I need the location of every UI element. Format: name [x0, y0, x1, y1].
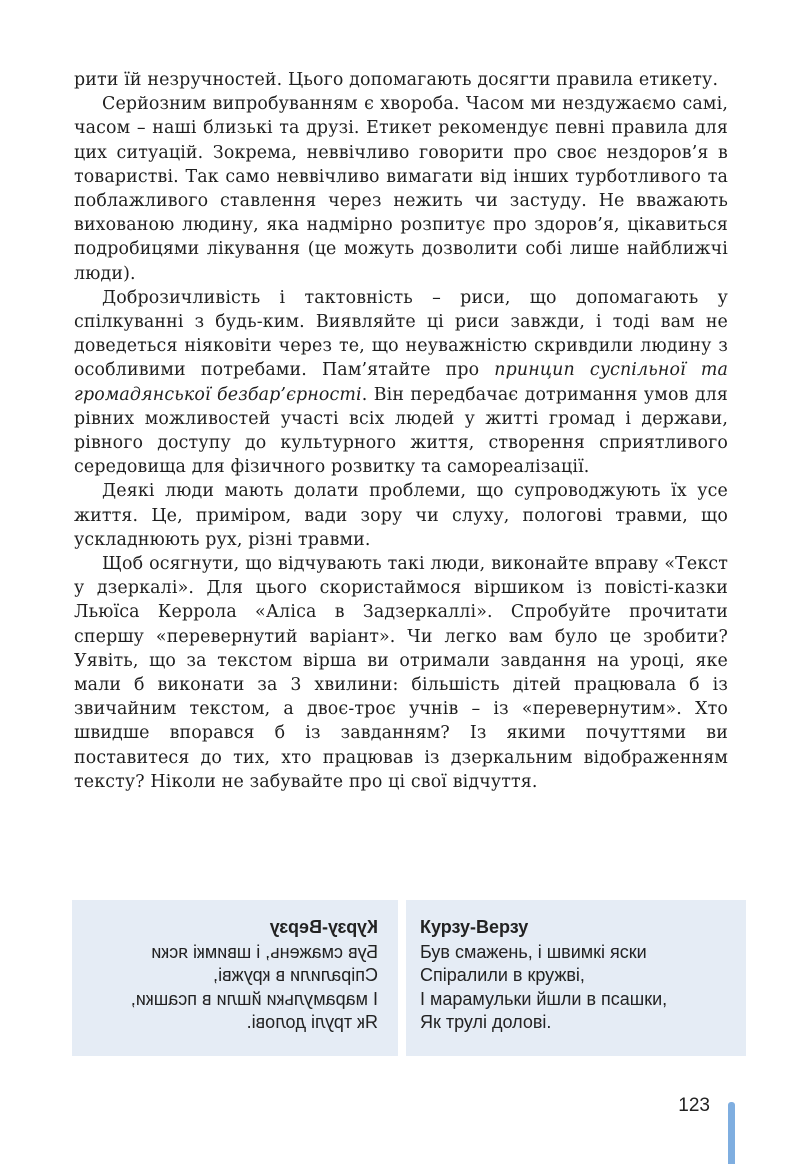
- mirrored-poem-line-4: Як трулі долові.: [246, 1012, 378, 1032]
- poem-line-1: Був смажень, і швимкі яски: [420, 941, 647, 962]
- paragraph-2: Серйозним випробуванням є хвороба. Часом ми нездужаємо самі, часом – наші близькі та друзі. Етикет рекомендує певні правила для цих ситуацій. Зокрема, неввічливо говорити про своє нездоров’я в товаристві. Так само неввічливо вимагати від інших турботливого та поблажливого ставлення через нежить чи застуду. Не вважають вихованою людину, яка надмірно розпитує про здоров’я, цікавиться подробицями лікування (це можуть дозволити собі лише найближчі люди).: [74, 94, 728, 284]
- paragraph-4: Деякі люди мають долати проблеми, що супроводжують їх усе життя. Це, приміром, вади зору чи слуху, пологові травми, що ускладнюють рух, різні травми.: [74, 481, 728, 550]
- paragraph-3-end: . Він передбачає дотримання умов для рівних можливостей участі всіх людей у житті громад і держави, рівного доступу до культурного життя, створення сприятливого середовища для фізичного розвитку та самореалізації.: [74, 384, 728, 478]
- paragraph-3-start: Доброзичливість і тактовність – риси, що допомагають у спілкуванні з будь-ким. Виявляйте ці риси завжди, і тоді вам не доведеться ніяковіти через те, що неуважністю скривдили людину з особливими потребами. Пам’ятайте про: [74, 287, 728, 381]
- body-text: [74, 68, 728, 794]
- barrier-free-principle-term: принцип суспільної та громадянської безбар’єрності: [74, 360, 728, 405]
- paragraph-3: [74, 286, 728, 480]
- poem-line-4: Як трулі долові.: [420, 1012, 552, 1032]
- normal-poem-text: [420, 916, 732, 1035]
- paragraph-5: Щоб осягнути, що відчувають такі люди, виконайте вправу «Текст у дзеркалі». Для цього скористаймося віршиком із повісті-казки Льюїса Керрола «Аліса в Задзеркаллі». Спробуйте прочитати спершу «перевернутий варіант». Чи легко вам було це зробити? Уявіть, що за текстом вірша ви отримали завдання на уроці, яке мали б виконати за 3 хвилини: більшість дітей працювала б із звичайним текстом, а двоє-троє учнів – із «перевернутим». Хто швидше впорався б із завданням? Із якими почуттями ви поставитеся до тих, хто працював із дзеркальним відображенням тексту? Ніколи не забувайте про ці свої відчуття.: [74, 554, 728, 792]
- poem-title: Курзу-Верзу: [420, 917, 529, 937]
- page-number: 123: [678, 1095, 710, 1116]
- mirrored-poem-text: [84, 916, 378, 1035]
- poem-line-3: І марамульки йшли в псашки,: [420, 988, 668, 1009]
- page-edge-marker: [728, 1102, 735, 1164]
- mirrored-poem-line-3: І марамульки йшли в псашки,: [130, 988, 378, 1009]
- mirrored-poem-box: [72, 900, 398, 1056]
- mirrored-poem-line-2: Спіралили в кружві,: [213, 965, 378, 985]
- poem-line-2: Спіралили в кружві,: [420, 965, 585, 985]
- mirrored-poem-line-1: Був смажень, і швимкі яски: [151, 941, 378, 962]
- normal-poem-box: [406, 900, 746, 1056]
- paragraph-1: рити їй незручностей. Цього допомагають досягти правила етикету.: [74, 70, 719, 90]
- mirrored-poem-title: Курзу-Верзу: [269, 917, 378, 937]
